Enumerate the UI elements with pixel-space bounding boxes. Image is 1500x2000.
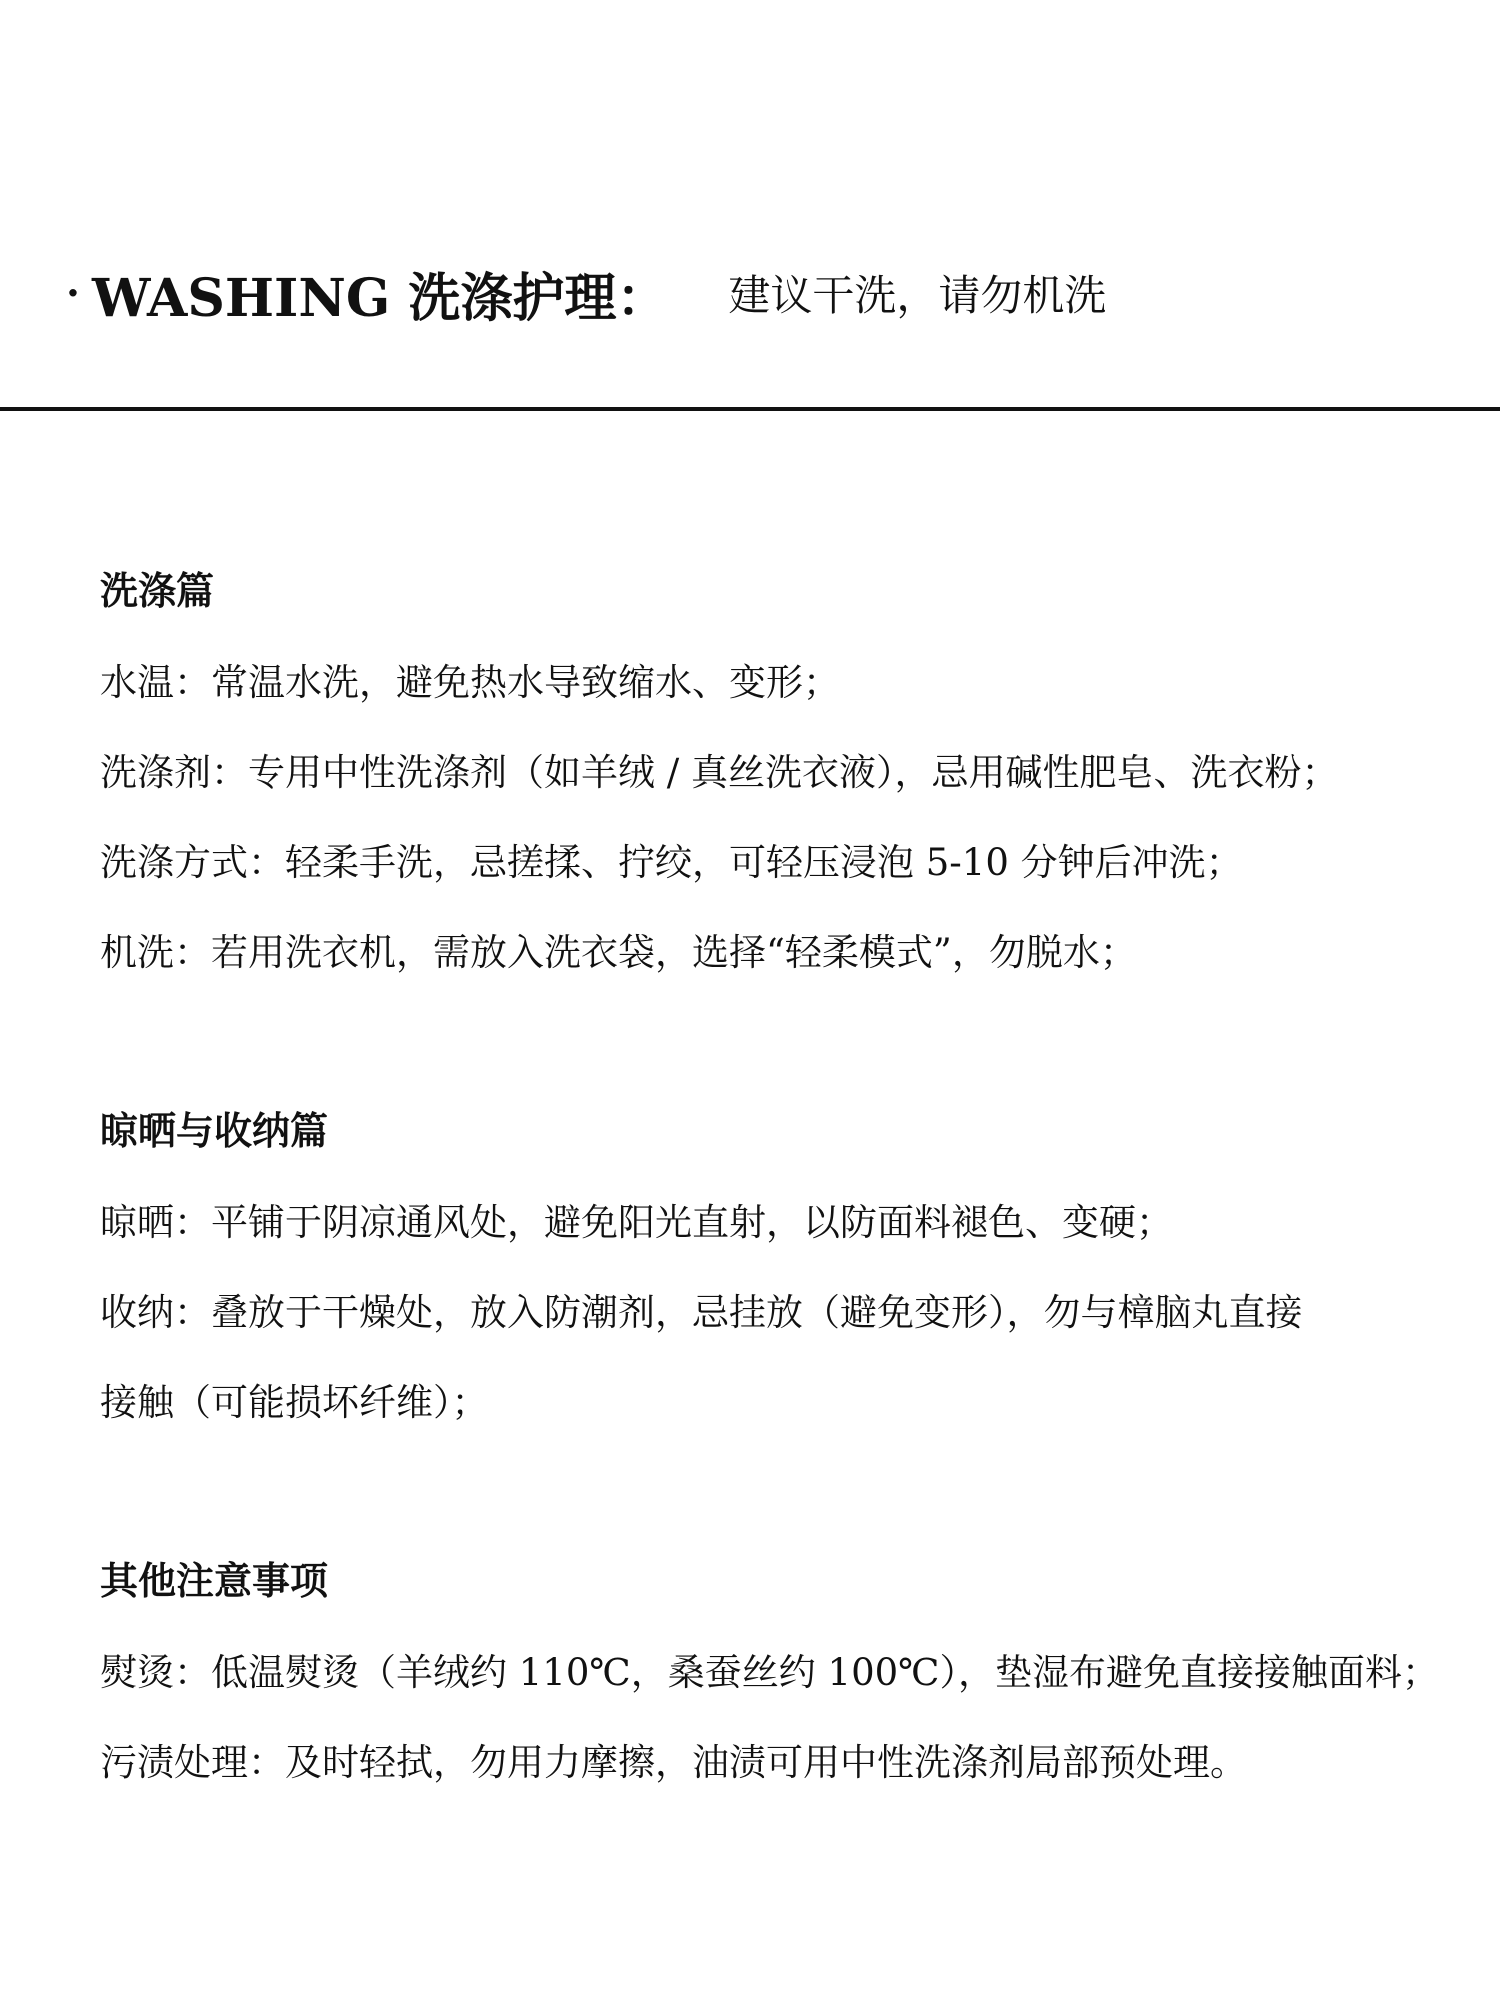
washing-line-method: 洗涤方式：轻柔手洗，忌搓揉、拧绞，可轻压浸泡 5-10 分钟后冲洗； (100, 841, 1243, 884)
washing-line-water-temp: 水温：常温水洗，避免热水导致缩水、变形； (100, 661, 840, 704)
drying-line: 晾晒：平铺于阴凉通风处，避免阳光直射，以防面料褪色、变硬； (100, 1201, 1173, 1244)
section-title-drying-storage: 晾晒与收纳篇 (100, 1108, 329, 1153)
ironing-line: 熨烫：低温熨烫（羊绒约 110℃，桑蚕丝约 100℃），垫湿布避免直接接触面料； (100, 1651, 1440, 1694)
header-title: WASHING 洗涤护理： (91, 267, 669, 329)
washing-line-detergent: 洗涤剂：专用中性洗涤剂（如羊绒 / 真丝洗衣液），忌用碱性肥皂、洗衣粉； (100, 751, 1339, 794)
storage-line-continued: 接触（可能损坏纤维）； (100, 1381, 489, 1424)
storage-line: 收纳：叠放于干燥处，放入防潮剂，忌挂放（避免变形），勿与樟脑丸直接 (100, 1291, 1303, 1334)
bullet-mark: · (66, 269, 80, 317)
washing-line-machine: 机洗：若用洗衣机，需放入洗衣袋，选择“轻柔模式”，勿脱水； (100, 931, 1137, 974)
care-header (66, 258, 1466, 328)
header-value: 建议干洗，请勿机洗 (728, 271, 1107, 320)
header-divider (0, 407, 1500, 411)
stain-line: 污渍处理：及时轻拭，勿用力摩擦，油渍可用中性洗涤剂局部预处理。 (100, 1741, 1247, 1784)
section-title-other: 其他注意事项 (100, 1558, 329, 1603)
section-title-washing: 洗涤篇 (100, 568, 215, 613)
